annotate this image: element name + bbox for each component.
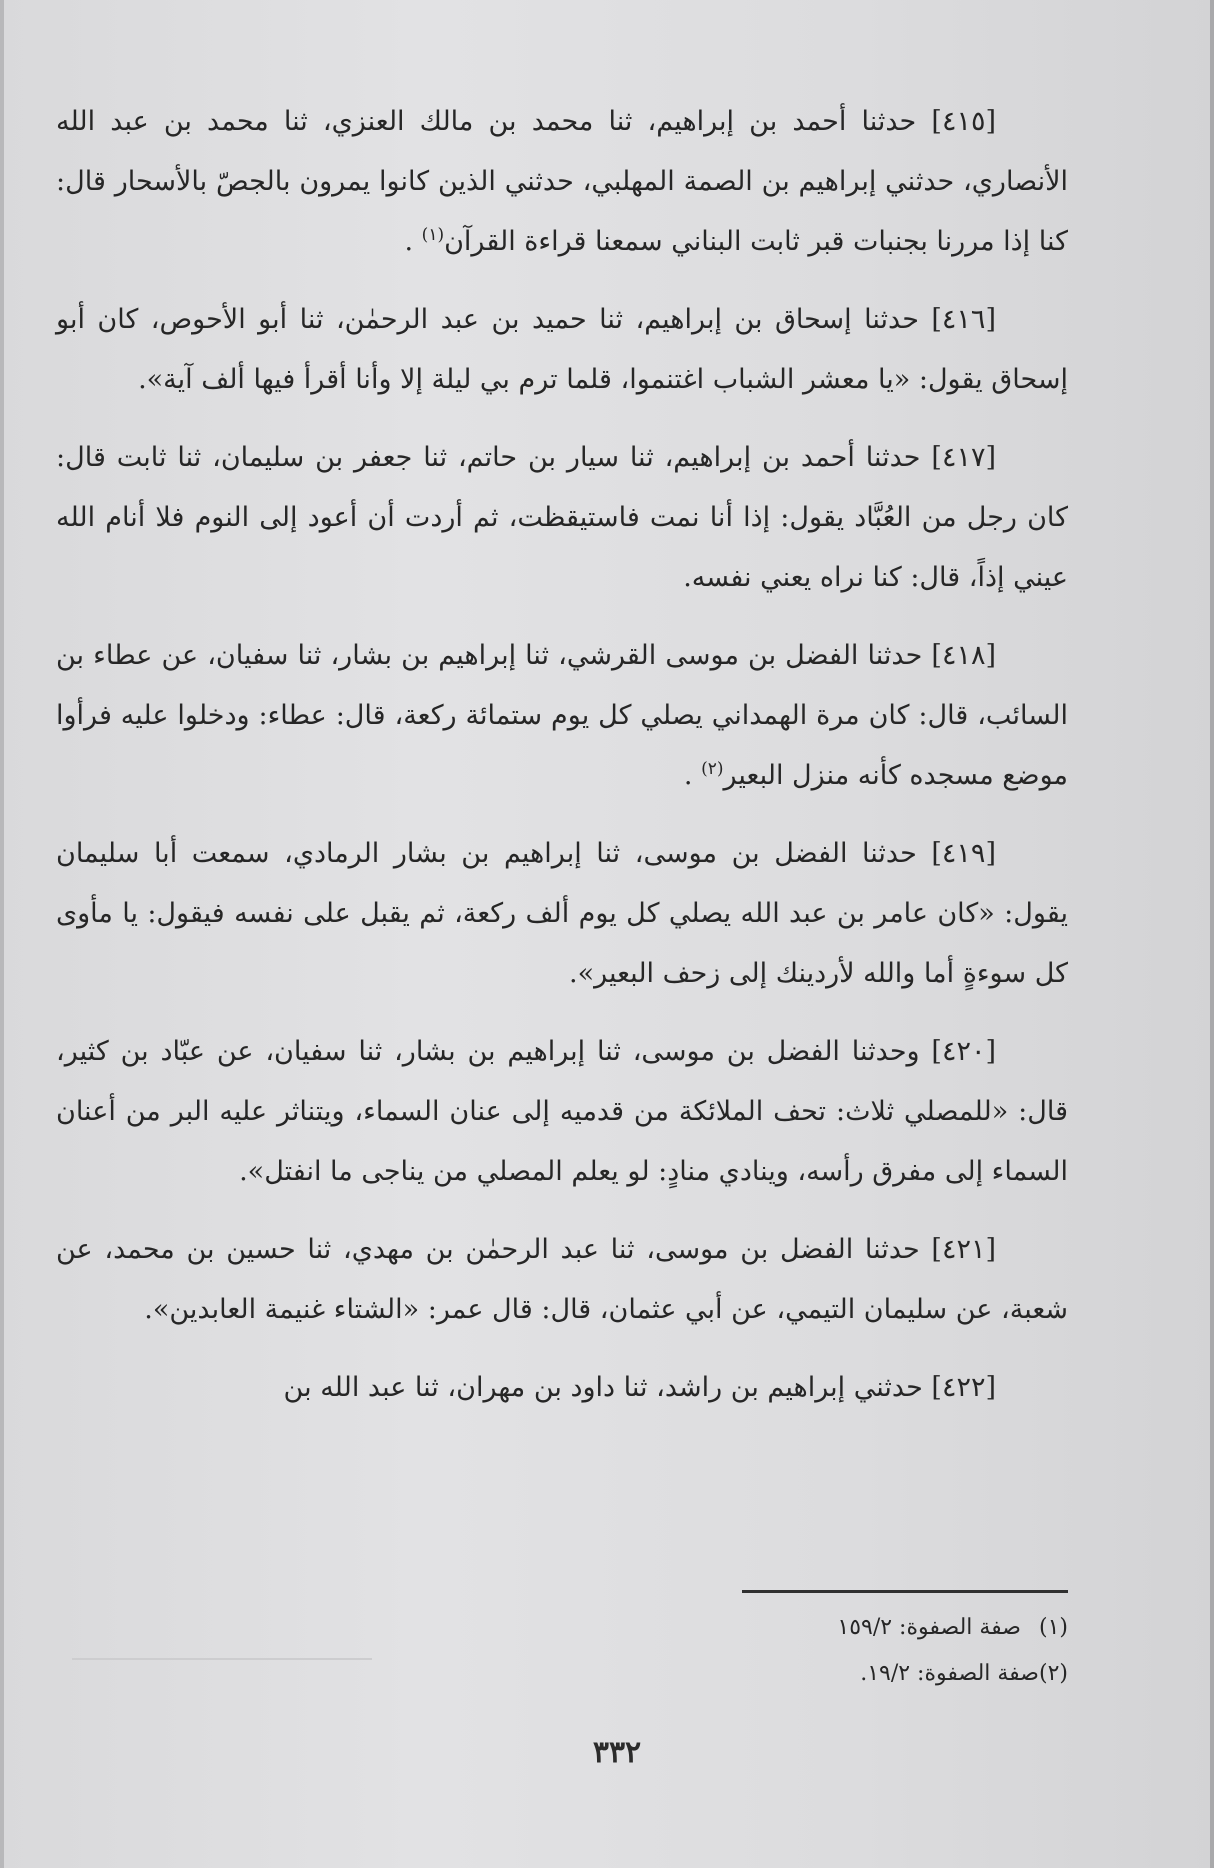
footnote-1 [468,1605,1068,1651]
hadith-text: حدثنا الفضل بن موسى، ثنا إبراهيم بن بشار الرمادي، سمعت أبا سليمان يقول: «كان عامر بن عبد الله يصلي كل يوم ألف ركعة، ثم يقبل على نفسه فيقول: يا مأوى كل سوءةٍ أما والله لأردينك إلى زحف البعير». [56,838,1068,989]
hadith-text: حدثنا إسحاق بن إبراهيم، ثنا حميد بن عبد الرحمٰن، ثنا أبو الأحوص، كان أبو إسحاق يقول: «يا معشر الشباب اغتنموا، قلما ترم بي ليلة إلا وأنا أقرأ فيها ألف آية». [56,304,1068,395]
hadith-paragraph-422 [56,1358,1068,1418]
page-right-edge [1210,0,1214,1868]
hadith-paragraph-417 [56,428,1068,608]
hadith-number: [٤١٥] [931,106,996,137]
hadith-text: حدثنا أحمد بن إبراهيم، ثنا محمد بن مالك العنزي، ثنا محمد بن عبد الله الأنصاري، حدثني إبراهيم بن الصمة المهلبي، حدثني الذين كانوا يمرون بالجصّ بالأسحار قال: كنا إذا مررنا بجنبات قبر ثابت البناني سمعنا قراءة القرآن [56,106,1068,257]
hadith-text: حدثني إبراهيم بن راشد، ثنا داود بن مهران، ثنا عبد الله بن [283,1372,923,1403]
footnote-2 [468,1651,1068,1697]
footnote-ref[interactable]: (٢) [701,759,724,779]
hadith-number: [٤١٦] [931,304,996,335]
footnote-ref[interactable]: (١) [421,225,445,245]
footnotes [468,1605,1068,1697]
hadith-text: حدثنا الفضل بن موسى القرشي، ثنا إبراهيم بن بشار، ثنا سفيان، عن عطاء بن السائب، قال: كان مرة الهمداني يصلي كل يوم ستمائة ركعة، قال: عطاء: ودخلوا عليه فرأوا موضع مسجده كأنه منزل البعير [56,640,1068,791]
hadith-number: [٤١٧] [931,442,997,473]
hadith-paragraph-415 [56,92,1068,272]
hadith-text: حدثنا أحمد بن إبراهيم، ثنا سيار بن حاتم، ثنا جعفر بن سليمان، ثنا ثابت قال: كان رجل من العُبَّاد يقول: إذا أنا نمت فاستيقظت، ثم أردت أن أعود إلى النوم فلا أنام الله عيني إذاً، قال: كنا نراه يعني نفسه. [56,442,1068,593]
hadith-paragraph-419 [56,824,1068,1004]
footnote-text: صفة الصفوة: ١٥٩/٢ [837,1615,1021,1640]
footnote-divider [742,1590,1068,1593]
footnote-marker: (٢) [1038,1661,1068,1686]
hadith-paragraph-418 [56,626,1068,806]
hadith-paragraph-416 [56,290,1068,410]
footnote-marker: (١) [1038,1615,1068,1640]
hadith-paragraph-420 [56,1022,1068,1202]
hadith-number: [٤٢٢] [931,1372,996,1403]
page-number [0,1735,1214,1770]
hadith-number: [٤١٩] [931,838,996,869]
page-left-edge [0,0,4,1868]
hadith-number: [٤١٨] [931,640,996,671]
hadith-text: حدثنا الفضل بن موسى، ثنا عبد الرحمٰن بن مهدي، ثنا حسين بن محمد، عن شعبة، عن سليمان التيمي، عن أبي عثمان، قال: قال عمر: «الشتاء غنيمة العابدين». [56,1234,1068,1325]
paragraph-end-mark: . [404,226,414,257]
page-number-text: ٣٣٢ [592,1735,642,1770]
bleed-through-line [72,1658,372,1660]
footnote-text: صفة الصفوة: ١٩/٢. [860,1661,1039,1686]
hadith-paragraph-421 [56,1220,1068,1340]
hadith-number: [٤٢١] [931,1234,996,1265]
paragraph-end-mark: . [683,760,693,791]
hadith-number: [٤٢٠] [931,1036,996,1067]
hadith-text: وحدثنا الفضل بن موسى، ثنا إبراهيم بن بشار، ثنا سفيان، عن عبّاد بن كثير، قال: «للمصلي ثلاث: تحف الملائكة من قدميه إلى عنان السماء، ويتناثر عليه البر من أعنان السماء إلى مفرق رأسه، وينادي منادٍ: لو يعلم المصلي من يناجى ما انفتل». [56,1036,1068,1187]
book-page-body [56,92,1068,1436]
